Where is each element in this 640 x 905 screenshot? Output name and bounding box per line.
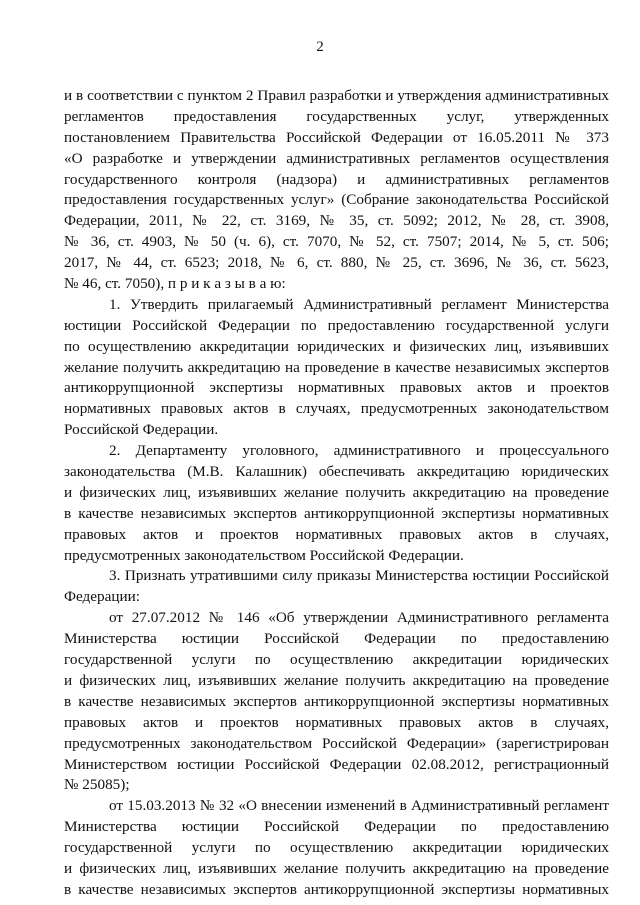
text-line: и физических лиц, изъявивших желание получить аккредитацию на проведение [64,859,609,877]
text-line: Федерации: [64,588,140,606]
text-line: правовых актов и проектов нормативных правовых актов в случаях, [64,525,609,543]
text-line: Министерства юстиции Российской Федерации по предоставлению [64,818,609,836]
text-line: в качестве независимых экспертов антикоррупционной экспертизы нормативных [64,880,609,898]
text-line: государственной услуги по осуществлению аккредитации юридических [64,839,609,857]
text-line: от 15.03.2013 № 32 «О внесении изменений в Административный регламент [109,797,609,815]
text-line: Федерации, 2011, № 22, ст. 3169, № 35, ст. 5092; 2012, № 28, ст. 3908, [64,212,609,230]
text-line: от 27.07.2012 № 146 «Об утверждении Административного регламента [109,609,609,627]
text-line: «О разработке и утверждении административных регламентов осуществления [64,149,609,167]
text-line: 2017, № 44, ст. 6523; 2018, № 6, ст. 880, № 25, ст. 3696, № 36, ст. 5623, [64,254,609,272]
text-line: предоставления государственных услуг» (Собрание законодательства Российской [64,191,609,209]
text-line: № 46, ст. 7050), п р и к а з ы в а ю: [64,275,286,293]
text-line: и в соответствии с пунктом 2 Правил разработки и утверждения административных [64,87,609,104]
page-number: 2 [316,39,324,55]
text-line: желание получить аккредитацию на проведение в качестве независимых экспертов [64,358,609,376]
text-line: постановлением Правительства Российской Федерации от 16.05.2011 № 373 [64,128,609,146]
text-line: в качестве независимых экспертов антикоррупционной экспертизы нормативных [64,692,609,710]
text-line: законодательства (М.В. Калашник) обеспечивать аккредитацию юридических [64,463,609,481]
text-line: антикоррупционной экспертизы нормативных правовых актов и проектов [64,379,609,397]
text-line: в качестве независимых экспертов антикоррупционной экспертизы нормативных [64,504,609,522]
text-line: предусмотренных законодательством Российской Федерации» (зарегистрирован [64,734,609,752]
text-line: правовых актов и проектов нормативных правовых актов в случаях, [64,713,609,731]
text-line: 3. Признать утратившими силу приказы Министерства юстиции Российской [109,567,609,585]
text-line: № 36, ст. 4903, № 50 (ч. 6), ст. 7070, № 52, ст. 7507; 2014, № 5, ст. 506; [64,233,609,251]
text-line: 1. Утвердить прилагаемый Административный регламент Министерства [109,295,609,313]
text-line: № 25085); [64,776,130,794]
text-line: 2. Департаменту уголовного, административного и процессуального [109,442,609,460]
text-line: и физических лиц, изъявивших желание получить аккредитацию на проведение [64,671,609,689]
text-line: нормативных правовых актов в случаях, предусмотренных законодательством [64,400,609,418]
text-line: по осуществлению аккредитации юридических и физических лиц, изъявивших [64,337,609,355]
text-line: и физических лиц, изъявивших желание получить аккредитацию на проведение [64,483,609,501]
text-line: государственного контроля (надзора) и административных регламентов [64,170,609,188]
text-line: Министерства юстиции Российской Федерации по предоставлению [64,630,609,648]
text-line: юстиции Российской Федерации по предоставлению государственной услуги [64,316,609,334]
text-line: государственной услуги по осуществлению аккредитации юридических [64,651,609,669]
text-line: регламентов предоставления государственных услуг, утвержденных [64,107,609,125]
document-body [64,86,609,901]
text-line: Министерством юстиции Российской Федерации 02.08.2012, регистрационный [64,755,609,773]
text-line: Российской Федерации. [64,421,219,439]
text-line: предусмотренных законодательством Российской Федерации. [64,546,464,564]
